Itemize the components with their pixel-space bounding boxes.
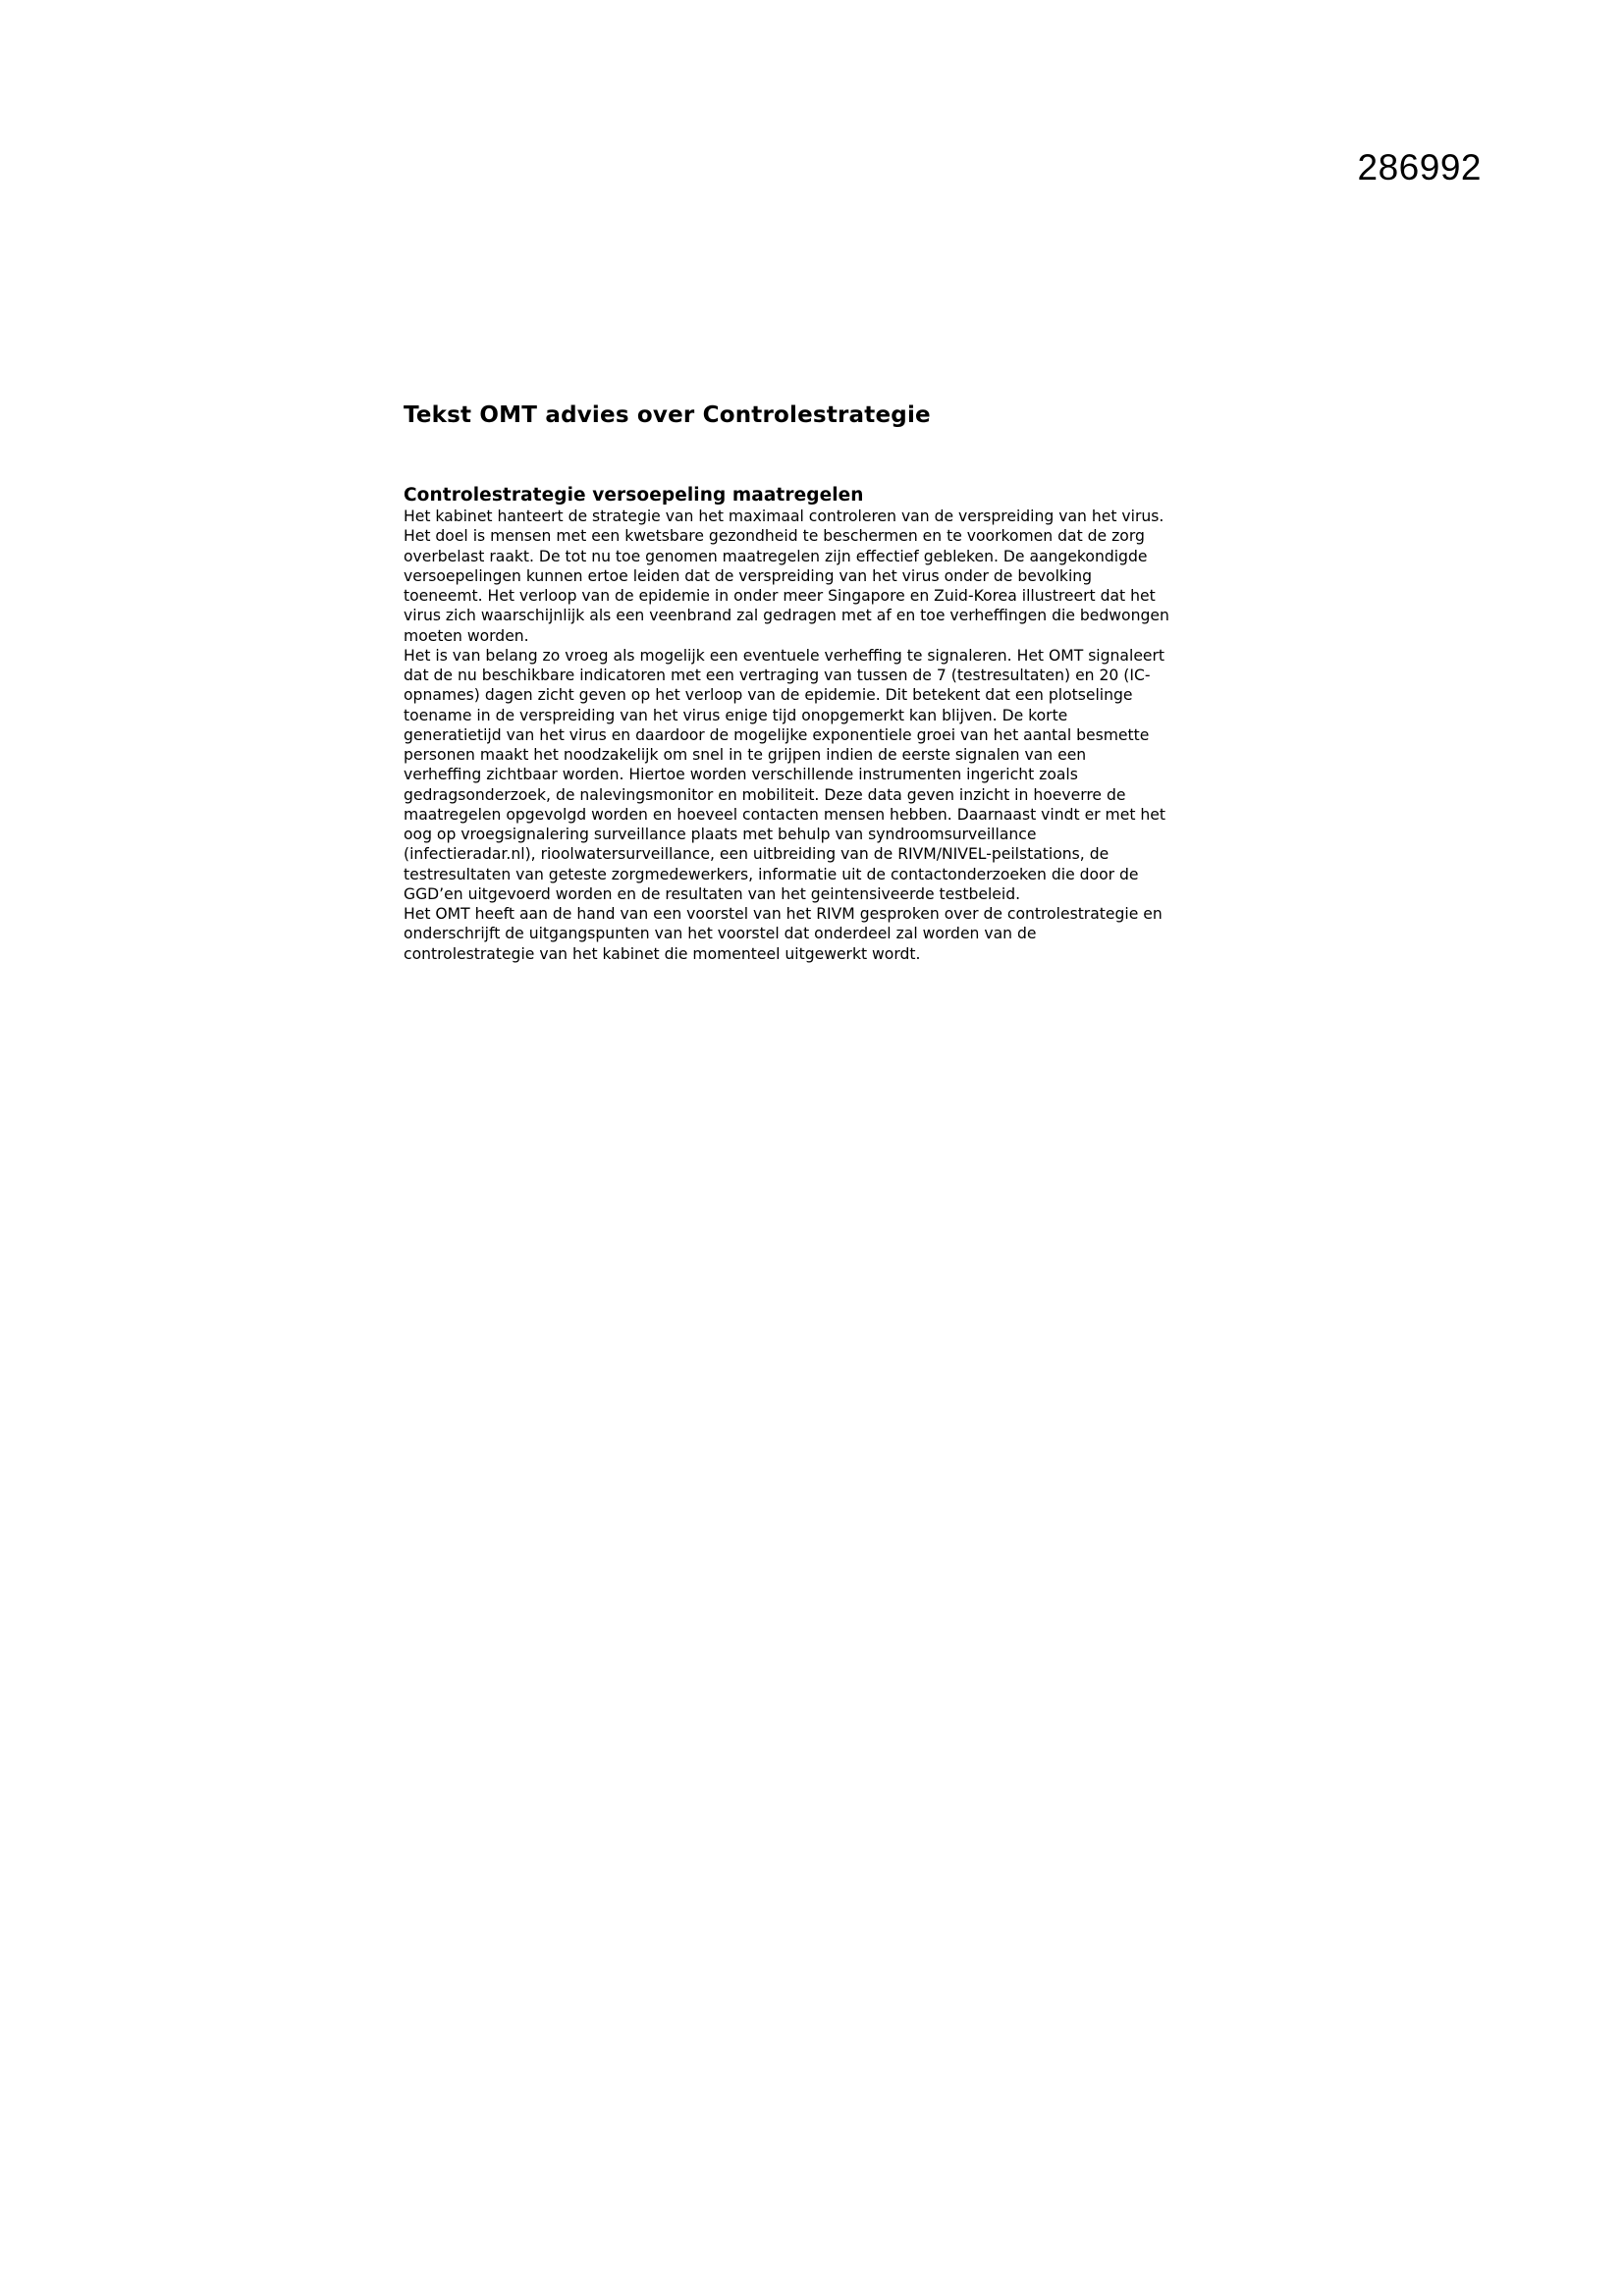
body-text: [404, 507, 1238, 964]
text-line: maatregelen opgevolgd worden en hoeveel contacten mensen hebben. Daarnaast vindt er met het: [404, 805, 1165, 824]
document-number: 286992: [1357, 147, 1482, 187]
text-line: virus zich waarschijnlijk als een veenbrand zal gedragen met af en toe verheffingen die bedwongen: [404, 607, 1169, 625]
text-line: Het kabinet hanteert de strategie van het maximaal controleren van de verspreiding van het virus.: [404, 507, 1164, 525]
text-line: moeten worden.: [404, 626, 529, 645]
text-line: onderschrijft de uitgangspunten van het voorstel dat onderdeel zal worden van de: [404, 925, 1037, 943]
text-line: generatietijd van het virus en daardoor de mogelijke exponentiele groei van het aantal besmette: [404, 725, 1150, 744]
text-line: personen maakt het noodzakelijk om snel in te grijpen indien de eerste signalen van een: [404, 746, 1087, 764]
text-line: Het OMT heeft aan de hand van een voorstel van het RIVM gesproken over de controlestrategie en: [404, 905, 1163, 923]
text-line: controlestrategie van het kabinet die momenteel uitgewerkt wordt.: [404, 944, 921, 963]
text-line: dat de nu beschikbare indicatoren met een vertraging van tussen de 7 (testresultaten) en 20 (IC-: [404, 667, 1151, 684]
text-line: overbelast raakt. De tot nu toe genomen maatregelen zijn effectief gebleken. De aangekondigde: [404, 547, 1148, 565]
text-line: oog op vroegsignalering surveillance plaats met behulp van syndroomsurveillance: [404, 826, 1037, 843]
text-line: gedragsonderzoek, de nalevingsmonitor en mobiliteit. Deze data geven inzicht in hoeverre de: [404, 785, 1126, 804]
text-line: Het doel is mensen met een kwetsbare gezondheid te beschermen en te voorkomen dat de zorg: [404, 527, 1145, 546]
text-line: GGD’en uitgevoerd worden en de resultaten van het geintensiveerde testbeleid.: [404, 884, 1021, 903]
text-line: verheffing zichtbaar worden. Hiertoe worden verschillende instrumenten ingericht zoals: [404, 766, 1078, 784]
text-line: toeneemt. Het verloop van de epidemie in onder meer Singapore en Zuid-Korea illustreert dat het: [404, 587, 1156, 605]
document-content: [404, 400, 1238, 964]
text-line: toename in de verspreiding van het virus enige tijd onopgemerkt kan blijven. De korte: [404, 706, 1068, 724]
text-line: testresultaten van geteste zorgmedewerkers, informatie uit de contactonderzoeken die door de: [404, 865, 1139, 883]
text-line: versoepelingen kunnen ertoe leiden dat de verspreiding van het virus onder de bevolking: [404, 566, 1093, 585]
document-title: Tekst OMT advies over Controlestrategie: [404, 402, 931, 428]
text-line: opnames) dagen zicht geven op het verloop van de epidemie. Dit betekent dat een plotselinge: [404, 686, 1133, 705]
section-title: Controlestrategie versoepeling maatregelen: [404, 485, 864, 506]
text-line: (infectieradar.nl), rioolwatersurveillance, een uitbreiding van de RIVM/NIVEL-peilstations, de: [404, 845, 1110, 864]
text-line: Het is van belang zo vroeg als mogelijk een eventuele verheffing te signaleren. Het OMT signaleert: [404, 646, 1165, 665]
